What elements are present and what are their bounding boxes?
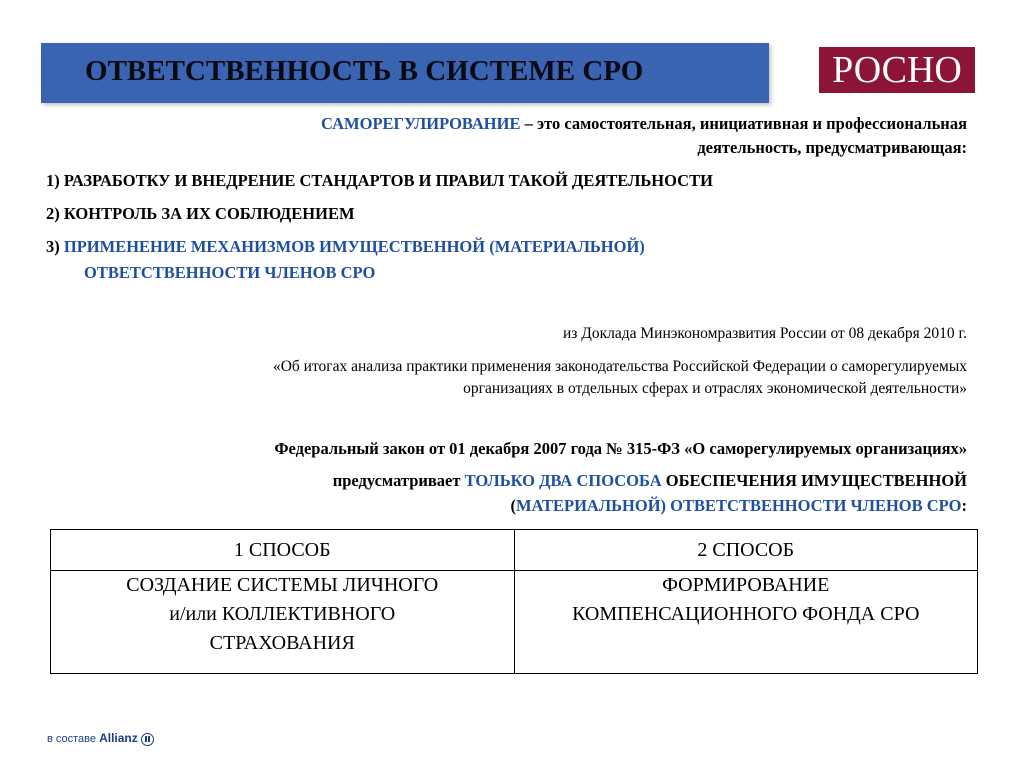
definition-block: [107, 112, 967, 160]
footer-brand: Allianz: [99, 731, 138, 745]
source-line-1: из Доклада Минэкономразвития России от 08 декабря 2010 г.: [562, 325, 967, 342]
source-text-line-3: организациях в отдельных сферах и отраслях экономической деятельности»: [463, 380, 967, 397]
table-header-row: [51, 530, 978, 571]
definition-term: САМОРЕГУЛИРОВАНИЕ: [321, 114, 521, 133]
list-item-1: 1) РАЗРАБОТКУ И ВНЕДРЕНИЕ СТАНДАРТОВ И ПРАВИЛ ТАКОЙ ДЕЯТЕЛЬНОСТИ: [46, 171, 713, 190]
law-highlight: ТОЛЬКО ДВА СПОСОБА: [464, 471, 662, 490]
law-open: (: [510, 496, 516, 515]
definition-text-line2: деятельность, предусматривающая:: [697, 138, 967, 157]
method-2-line-1: ФОРМИРОВАНИЕ: [662, 574, 830, 596]
allianz-footer: [47, 731, 154, 746]
footer-prefix: в составе: [47, 733, 100, 745]
method-2-cell: [514, 571, 978, 674]
list-item-2: 2) КОНТРОЛЬ ЗА ИХ СОБЛЮДЕНИЕМ: [46, 204, 355, 223]
methods-table: [50, 529, 978, 674]
table-row: [51, 571, 978, 674]
method-2-line-2: КОМПЕНСАЦИОННОГО ФОНДА СРО: [572, 603, 920, 625]
law-close: :: [961, 496, 967, 515]
law-prefix: предусматривает: [332, 471, 465, 490]
law-blue: МАТЕРИАЛЬНОЙ) ОТВЕТСТВЕННОСТИ ЧЛЕНОВ СРО: [515, 496, 962, 515]
page-title: ОТВЕТСТВЕННОСТЬ В СИСТЕМЕ СРО: [85, 55, 644, 87]
law-title: Федеральный закон от 01 декабря 2007 года № 315-ФЗ «О саморегулируемых организациях»: [274, 439, 967, 458]
rosno-logo: РОСНО: [819, 47, 975, 93]
allianz-icon: [141, 733, 154, 746]
table-header-1: 1 СПОСОБ: [51, 530, 515, 571]
list-item-3-continuation: ОТВЕТСТВЕННОСТИ ЧЛЕНОВ СРО: [84, 263, 376, 282]
law-text: [333, 468, 967, 518]
method-1-line-2: и/или КОЛЛЕКТИВНОГО: [169, 603, 396, 625]
list-item-3: [46, 237, 645, 257]
list-item-3-text: ПРИМЕНЕНИЕ МЕХАНИЗМОВ ИМУЩЕСТВЕННОЙ (МАТЕРИАЛЬНОЙ): [63, 237, 645, 256]
method-1-line-3: СТРАХОВАНИЯ: [209, 632, 355, 654]
method-1-cell: [51, 571, 515, 674]
table-header-2: 2 СПОСОБ: [514, 530, 978, 571]
definition-text: – это самостоятельная, инициативная и профессиональная: [520, 114, 967, 133]
method-1-line-1: СОЗДАНИЕ СИСТЕМЫ ЛИЧНОГО: [126, 574, 439, 596]
list-item-3-number: 3): [46, 237, 64, 256]
title-bar: [41, 43, 769, 103]
source-line-2: [273, 356, 967, 400]
source-text-line-2: «Об итогах анализа практики применения законодательства Российской Федерации о саморегулируемых: [272, 358, 967, 375]
law-mid: ОБЕСПЕЧЕНИЯ ИМУЩЕСТВЕННОЙ: [661, 471, 967, 490]
